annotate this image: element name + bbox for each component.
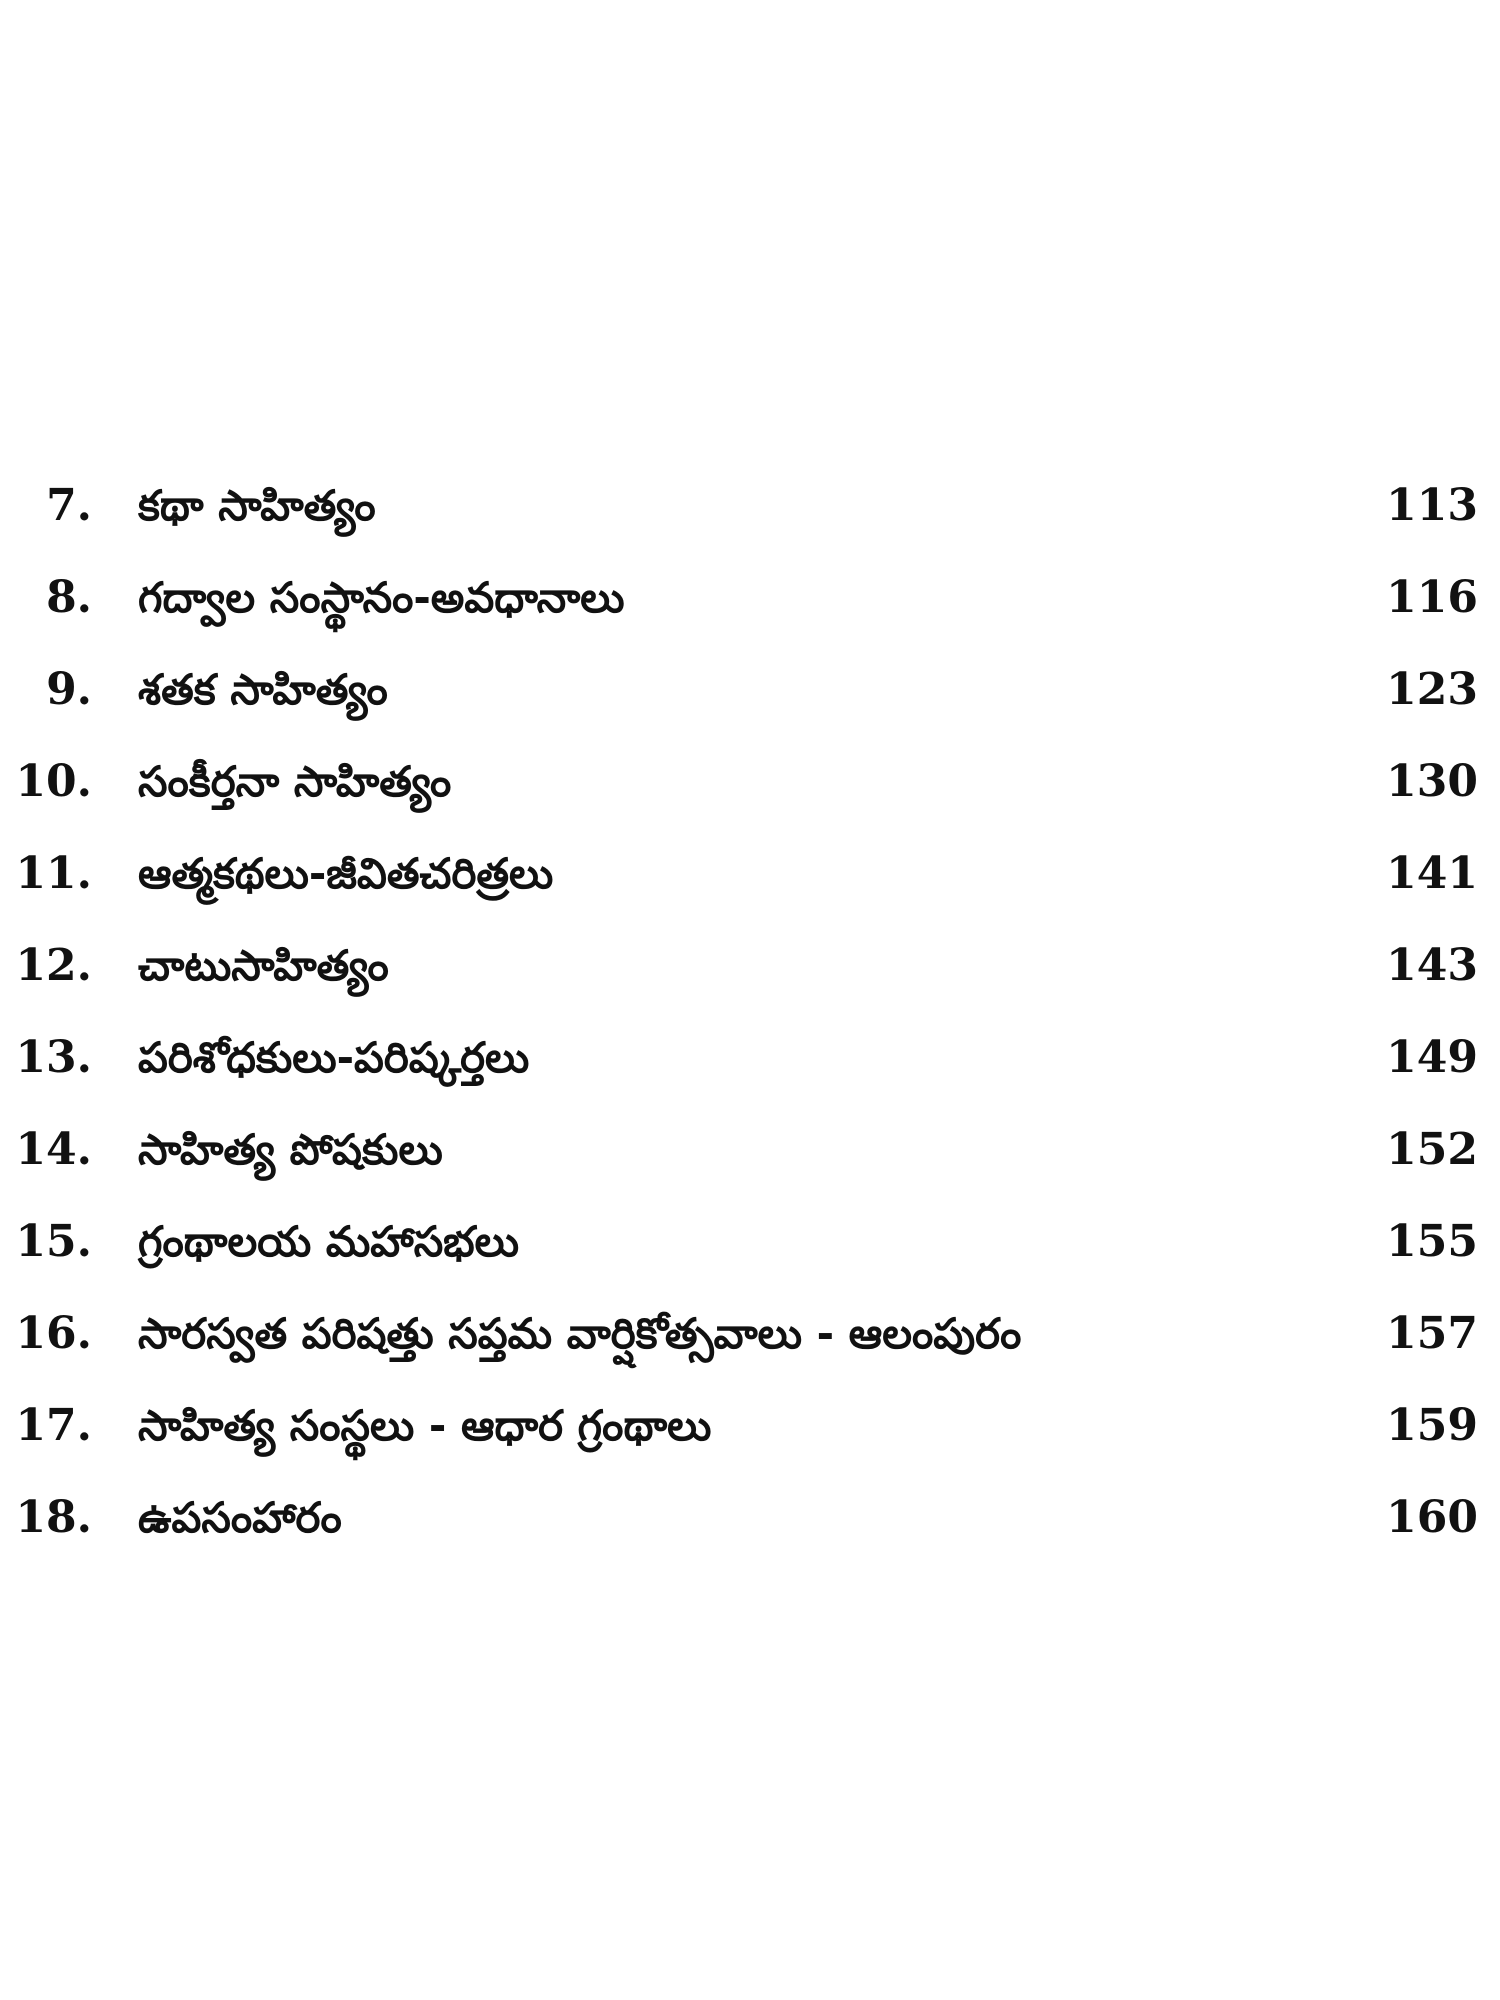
toc-entry-page: 113 bbox=[1386, 480, 1478, 531]
toc-entry-16 bbox=[0, 1298, 1500, 1390]
toc-entry-15 bbox=[0, 1206, 1500, 1298]
toc-entry-9 bbox=[0, 654, 1500, 746]
toc-entry-14 bbox=[0, 1114, 1500, 1206]
toc-entry-title: సాహిత్య పోషకులు bbox=[138, 1125, 443, 1174]
toc-entry-title: సారస్వత పరిషత్తు సప్తమ వార్షికోత్సవాలు - ఆలంపురం bbox=[138, 1309, 1022, 1358]
toc-entry-number: 7. bbox=[46, 480, 92, 531]
toc-entry-page: 159 bbox=[1386, 1400, 1478, 1451]
toc-entry-page: 116 bbox=[1386, 572, 1478, 623]
toc-entry-page: 157 bbox=[1386, 1308, 1478, 1359]
toc-entry-title: గద్వాల సంస్థానం-అవధానాలు bbox=[138, 573, 625, 622]
toc-entry-number: 18. bbox=[15, 1492, 92, 1543]
toc-entry-number: 11. bbox=[15, 848, 92, 899]
toc-entry-17 bbox=[0, 1390, 1500, 1482]
toc-entry-title: సంకీర్తనా సాహిత్యం bbox=[138, 757, 452, 806]
toc-entry-page: 160 bbox=[1386, 1492, 1478, 1543]
toc-entry-page: 149 bbox=[1386, 1032, 1478, 1083]
toc-entry-title: కథా సాహిత్యం bbox=[138, 481, 376, 530]
table-of-contents bbox=[0, 470, 1500, 1574]
toc-entry-number: 9. bbox=[46, 664, 92, 715]
toc-entry-number: 16. bbox=[15, 1308, 92, 1359]
toc-entry-page: 143 bbox=[1386, 940, 1478, 991]
toc-entry-12 bbox=[0, 930, 1500, 1022]
toc-entry-number: 8. bbox=[46, 572, 92, 623]
toc-entry-number: 10. bbox=[15, 756, 92, 807]
toc-entry-page: 152 bbox=[1386, 1124, 1478, 1175]
toc-entry-number: 13. bbox=[15, 1032, 92, 1083]
toc-entry-title: ఆత్మకథలు-జీవితచరిత్రలు bbox=[138, 849, 554, 898]
toc-entry-10 bbox=[0, 746, 1500, 838]
toc-entry-8 bbox=[0, 562, 1500, 654]
toc-entry-page: 123 bbox=[1386, 664, 1478, 715]
toc-entry-title: ఉపసంహారం bbox=[138, 1493, 342, 1542]
toc-entry-7 bbox=[0, 470, 1500, 562]
toc-entry-number: 12. bbox=[15, 940, 92, 991]
toc-entry-title: సాహిత్య సంస్థలు - ఆధార గ్రంథాలు bbox=[138, 1401, 712, 1450]
toc-entry-11 bbox=[0, 838, 1500, 930]
toc-entry-number: 14. bbox=[15, 1124, 92, 1175]
toc-entry-13 bbox=[0, 1022, 1500, 1114]
toc-entry-title: గ్రంథాలయ మహాసభలు bbox=[138, 1217, 519, 1266]
toc-entry-title: శతక సాహిత్యం bbox=[138, 665, 388, 714]
toc-entry-page: 130 bbox=[1386, 756, 1478, 807]
toc-entry-page: 141 bbox=[1386, 848, 1478, 899]
toc-entry-page: 155 bbox=[1386, 1216, 1478, 1267]
toc-entry-number: 15. bbox=[15, 1216, 92, 1267]
toc-entry-title: చాటుసాహిత్యం bbox=[138, 941, 389, 990]
toc-entry-number: 17. bbox=[15, 1400, 92, 1451]
toc-entry-title: పరిశోధకులు-పరిష్కర్తలు bbox=[138, 1033, 530, 1082]
toc-entry-18 bbox=[0, 1482, 1500, 1574]
